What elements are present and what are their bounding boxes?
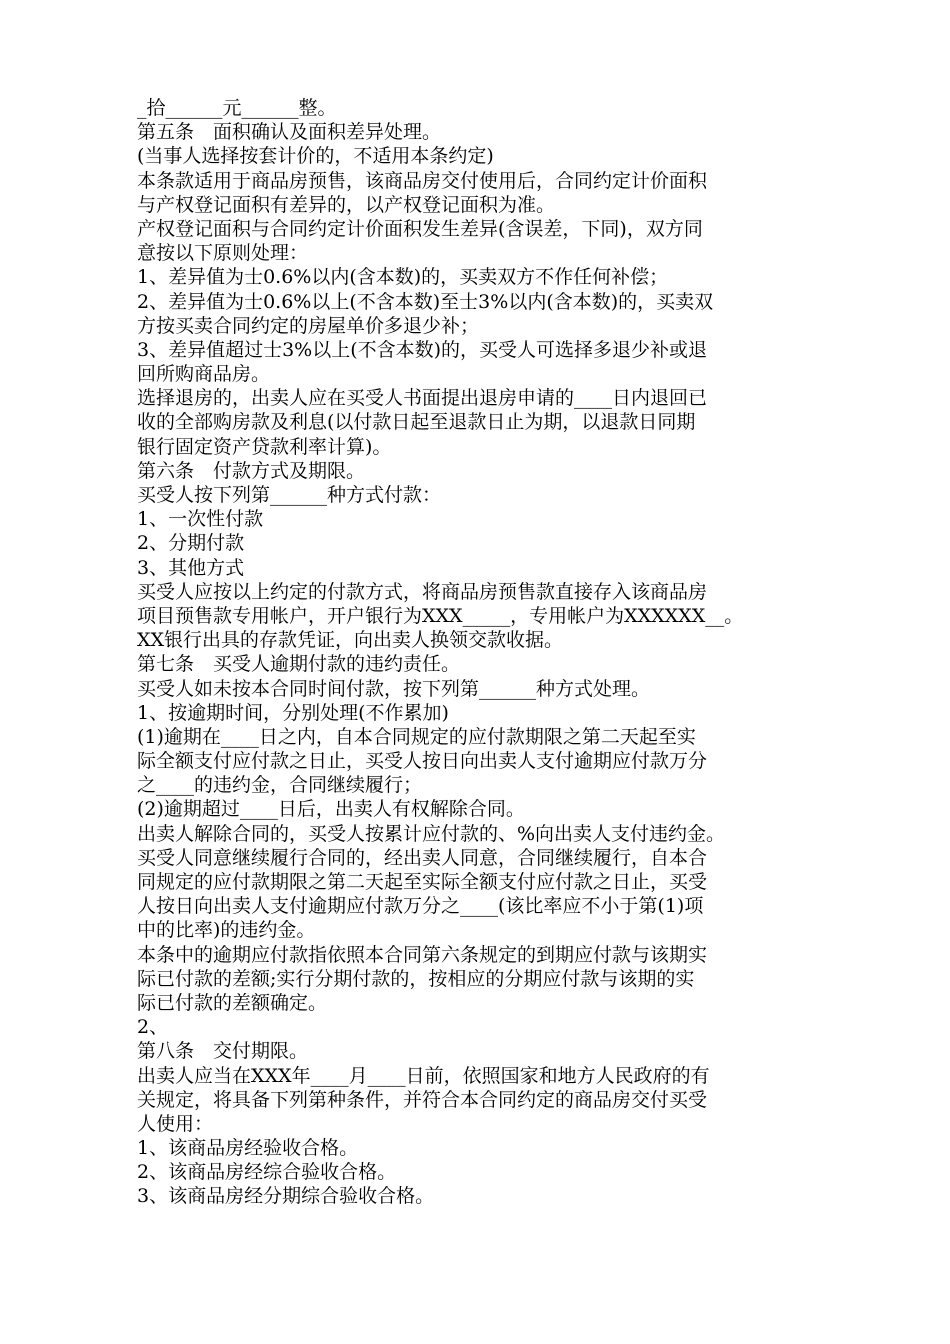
text-line: 收的全部购房款及利息(以付款日起至退款日止为期，以退款日同期: [137, 411, 696, 434]
text-line: 人按日向出卖人支付逾期应付款万分之____(该比率应不小于第(1)项: [137, 895, 704, 918]
text-line: (2)逾期超过____日后，出卖人有权解除合同。: [137, 798, 525, 821]
text-line: 产权登记面积与合同约定计价面积发生差异(含误差，下同)，双方同: [137, 217, 703, 240]
text-line: 意按以下原则处理：: [137, 242, 309, 265]
text-line: 3、差异值超过士3%以上(不含本数)的，买受人可选择多退少补或退: [137, 338, 708, 361]
text-line: 1、差异值为士0.6%以内(含本数)的，买卖双方不作任何补偿；: [137, 266, 669, 289]
text-line: 中的比率)的违约金。: [137, 919, 316, 942]
text-line: 第六条 付款方式及期限。: [137, 459, 366, 482]
text-line: 关规定，将具备下列第种条件，并符合本合同约定的商品房交付买受: [137, 1088, 708, 1111]
text-line: 本条款适用于商品房预售，该商品房交付使用后，合同约定计价面积: [137, 169, 708, 192]
text-line: 买受人应按以上约定的付款方式，将商品房预售款直接存入该商品房: [137, 580, 708, 603]
text-line: 出卖人应当在XXX年____月____日前，依照国家和地方人民政府的有: [137, 1064, 710, 1087]
text-line: 第八条 交付期限。: [137, 1040, 309, 1063]
text-line: 之____的违约金，合同继续履行；: [137, 774, 423, 797]
text-line: 项目预售款专用帐户，开户银行为XXX_____，专用帐户为XXXXXX__。: [137, 604, 744, 627]
text-line: 1、按逾期时间，分别处理(不作累加): [137, 701, 449, 724]
text-line: 2、分期付款: [137, 532, 245, 555]
text-line: 1、一次性付款: [137, 508, 264, 531]
text-line: (1)逾期在____日之内，自本合同规定的应付款期限之第二天起至实: [137, 725, 696, 748]
text-line: XX银行出具的存款凭证，向出卖人换领交款收据。: [137, 629, 564, 652]
text-line: 人使用：: [137, 1112, 214, 1135]
contract-page: [137, 96, 817, 1209]
text-line: 选择退房的，出卖人应在买受人书面提出退房申请的____日内退回已: [137, 387, 708, 410]
text-line: 1、该商品房经验收合格。: [137, 1137, 359, 1160]
text-line: 出卖人解除合同的，买受人按累计应付款的、%向出卖人支付违约金。: [137, 822, 726, 845]
text-line: 第五条 面积确认及面积差异处理。: [137, 121, 442, 144]
text-line: 与产权登记面积有差异的，以产权登记面积为准。: [137, 193, 556, 216]
text-line: 银行固定资产贷款利率计算)。: [137, 435, 392, 458]
text-line: _拾______元______整。: [137, 97, 337, 119]
text-line: 2、该商品房经综合验收合格。: [137, 1161, 397, 1184]
text-line: 际已付款的差额确定。: [137, 991, 328, 1014]
text-line: (当事人选择按套计价的，不适用本条约定): [137, 145, 494, 168]
text-line: 回所购商品房。: [137, 363, 271, 386]
text-line: 同规定的应付款期限之第二天起至实际全额支付应付款之日止，买受: [137, 871, 708, 893]
text-line: 第七条 买受人逾期付款的违约责任。: [137, 653, 461, 676]
text-line: 买受人如未按本合同时间付款，按下列第______种方式处理。: [137, 677, 651, 700]
text-line: 2、差异值为士0.6%以上(不含本数)至士3%以内(含本数)的，买卖双: [137, 290, 714, 313]
text-line: 方按买卖合同约定的房屋单价多退少补；: [137, 314, 480, 337]
text-line: 本条中的逾期应付款指依照本合同第六条规定的到期应付款与该期实: [137, 943, 708, 966]
text-line: 际全额支付应付款之日止，买受人按日向出卖人支付逾期应付款万分: [137, 750, 708, 773]
text-line: 2、: [137, 1016, 169, 1039]
text-line: 际已付款的差额;实行分期付款的，按相应的分期应付款与该期的实: [137, 967, 695, 990]
text-line: 买受人同意继续履行合同的，经出卖人同意，合同继续履行，自本合: [137, 846, 708, 869]
text-line: 3、该商品房经分期综合验收合格。: [137, 1185, 435, 1208]
text-line: 买受人按下列第______种方式付款：: [137, 484, 442, 506]
text-line: 3、其他方式: [137, 556, 245, 579]
